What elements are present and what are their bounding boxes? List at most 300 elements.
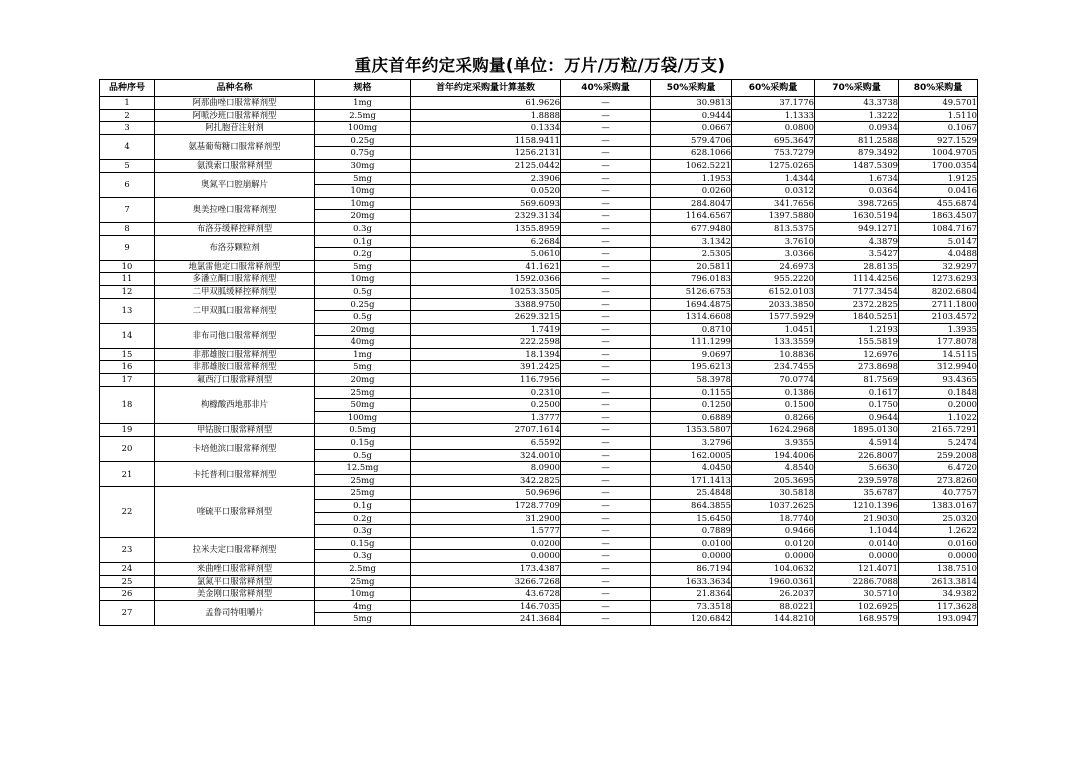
cell-spec: 0.1g <box>315 500 411 513</box>
cell-50: 864.3855 <box>651 500 732 513</box>
table-row <box>100 273 978 286</box>
cell-70: 21.9030 <box>815 512 899 525</box>
cell-item-no: 9 <box>100 235 155 260</box>
cell-60: 1397.5880 <box>732 210 815 223</box>
cell-40-dash: — <box>561 500 651 513</box>
cell-80: 1.5110 <box>899 109 978 122</box>
cell-80: 2711.1800 <box>899 298 978 311</box>
cell-50: 0.6889 <box>651 411 732 424</box>
cell-60: 0.1500 <box>732 399 815 412</box>
cell-60: 205.3695 <box>732 474 815 487</box>
cell-base: 391.2425 <box>411 361 561 374</box>
cell-50: 0.0260 <box>651 185 732 198</box>
col-header-70: 70%采购量 <box>815 80 899 97</box>
cell-item-no: 3 <box>100 122 155 135</box>
cell-80: 8202.6804 <box>899 285 978 298</box>
cell-item-name: 拉米夫定口服常释剂型 <box>155 537 315 562</box>
cell-40-dash: — <box>561 97 651 110</box>
table-row <box>100 424 978 437</box>
cell-spec: 5mg <box>315 361 411 374</box>
cell-70: 0.0140 <box>815 537 899 550</box>
cell-80: 49.5701 <box>899 97 978 110</box>
cell-50: 796.0183 <box>651 273 732 286</box>
cell-item-no: 27 <box>100 600 155 625</box>
cell-spec: 10mg <box>315 197 411 210</box>
cell-spec: 20mg <box>315 374 411 387</box>
cell-80: 25.0320 <box>899 512 978 525</box>
cell-80: 259.2008 <box>899 449 978 462</box>
cell-50: 111.1299 <box>651 336 732 349</box>
cell-60: 0.0000 <box>732 550 815 563</box>
cell-60: 37.1776 <box>732 97 815 110</box>
cell-spec: 1mg <box>315 348 411 361</box>
cell-spec: 0.5mg <box>315 424 411 437</box>
cell-50: 86.7194 <box>651 562 732 575</box>
cell-50: 1164.6567 <box>651 210 732 223</box>
cell-spec: 25mg <box>315 386 411 399</box>
col-header-80: 80%采购量 <box>899 80 978 97</box>
cell-80: 2103.4572 <box>899 311 978 324</box>
table-row <box>100 600 978 613</box>
cell-50: 0.9444 <box>651 109 732 122</box>
cell-item-no: 4 <box>100 134 155 159</box>
cell-base: 10253.3505 <box>411 285 561 298</box>
cell-40-dash: — <box>561 550 651 563</box>
table-row <box>100 235 978 248</box>
cell-item-name: 喹硫平口服常释剂型 <box>155 487 315 537</box>
cell-60: 1.4344 <box>732 172 815 185</box>
cell-40-dash: — <box>561 210 651 223</box>
cell-50: 162.0005 <box>651 449 732 462</box>
cell-item-no: 20 <box>100 437 155 462</box>
cell-base: 1.3777 <box>411 411 561 424</box>
cell-item-name: 氯氮平口服常释剂型 <box>155 575 315 588</box>
cell-item-no: 25 <box>100 575 155 588</box>
cell-spec: 0.25g <box>315 298 411 311</box>
cell-50: 9.0697 <box>651 348 732 361</box>
cell-base: 146.7035 <box>411 600 561 613</box>
cell-item-name: 孟鲁司特咀嚼片 <box>155 600 315 625</box>
cell-60: 0.8266 <box>732 411 815 424</box>
cell-50: 1.1953 <box>651 172 732 185</box>
procurement-table <box>99 79 978 626</box>
cell-80: 1084.7167 <box>899 222 978 235</box>
cell-60: 1.1333 <box>732 109 815 122</box>
cell-item-name: 地氯雷他定口服常释剂型 <box>155 260 315 273</box>
cell-item-name: 布洛芬颗粒剂 <box>155 235 315 260</box>
cell-60: 6152.0103 <box>732 285 815 298</box>
cell-spec: 0.15g <box>315 537 411 550</box>
cell-50: 3.1342 <box>651 235 732 248</box>
cell-spec: 25mg <box>315 474 411 487</box>
cell-70: 0.0364 <box>815 185 899 198</box>
table-row <box>100 462 978 475</box>
cell-40-dash: — <box>561 613 651 626</box>
cell-base: 1.5777 <box>411 525 561 538</box>
cell-80: 0.0160 <box>899 537 978 550</box>
cell-50: 195.6213 <box>651 361 732 374</box>
cell-40-dash: — <box>561 374 651 387</box>
cell-base: 0.0520 <box>411 185 561 198</box>
cell-item-name: 氨基葡萄糖口服常释剂型 <box>155 134 315 159</box>
cell-60: 0.9466 <box>732 525 815 538</box>
cell-item-no: 7 <box>100 197 155 222</box>
cell-40-dash: — <box>561 437 651 450</box>
cell-40-dash: — <box>561 273 651 286</box>
cell-70: 273.8698 <box>815 361 899 374</box>
cell-40-dash: — <box>561 487 651 500</box>
cell-item-no: 13 <box>100 298 155 323</box>
cell-70: 239.5978 <box>815 474 899 487</box>
table-row <box>100 122 978 135</box>
cell-80: 1700.0354 <box>899 159 978 172</box>
cell-70: 879.3492 <box>815 147 899 160</box>
cell-50: 1314.6608 <box>651 311 732 324</box>
cell-item-name: 非那雄胺口服常释剂型 <box>155 361 315 374</box>
cell-spec: 50mg <box>315 399 411 412</box>
cell-80: 0.2000 <box>899 399 978 412</box>
cell-70: 81.7569 <box>815 374 899 387</box>
cell-item-no: 2 <box>100 109 155 122</box>
cell-50: 0.0100 <box>651 537 732 550</box>
cell-50: 4.0450 <box>651 462 732 475</box>
cell-40-dash: — <box>561 525 651 538</box>
cell-40-dash: — <box>561 588 651 601</box>
cell-item-name: 枸橼酸西地那非片 <box>155 386 315 424</box>
cell-80: 1273.6293 <box>899 273 978 286</box>
cell-50: 2.5305 <box>651 248 732 261</box>
cell-item-no: 26 <box>100 588 155 601</box>
cell-50: 0.0000 <box>651 550 732 563</box>
cell-40-dash: — <box>561 159 651 172</box>
cell-60: 234.7455 <box>732 361 815 374</box>
cell-70: 102.6925 <box>815 600 899 613</box>
cell-80: 40.7757 <box>899 487 978 500</box>
cell-item-name: 美金刚口服常释剂型 <box>155 588 315 601</box>
cell-50: 0.0667 <box>651 122 732 135</box>
cell-40-dash: — <box>561 600 651 613</box>
cell-40-dash: — <box>561 424 651 437</box>
cell-60: 1037.2625 <box>732 500 815 513</box>
cell-60: 104.0632 <box>732 562 815 575</box>
cell-spec: 0.5g <box>315 285 411 298</box>
cell-base: 5.0610 <box>411 248 561 261</box>
cell-70: 30.5710 <box>815 588 899 601</box>
cell-40-dash: — <box>561 361 651 374</box>
cell-50: 5126.6753 <box>651 285 732 298</box>
cell-spec: 20mg <box>315 323 411 336</box>
cell-spec: 0.75g <box>315 147 411 160</box>
cell-80: 0.0416 <box>899 185 978 198</box>
cell-spec: 30mg <box>315 159 411 172</box>
cell-70: 0.0934 <box>815 122 899 135</box>
table-row <box>100 260 978 273</box>
table-row <box>100 285 978 298</box>
cell-80: 34.9382 <box>899 588 978 601</box>
cell-50: 1062.5221 <box>651 159 732 172</box>
cell-80: 1.3935 <box>899 323 978 336</box>
cell-40-dash: — <box>561 512 651 525</box>
cell-80: 1863.4507 <box>899 210 978 223</box>
cell-60: 695.3647 <box>732 134 815 147</box>
cell-item-no: 17 <box>100 374 155 387</box>
cell-60: 0.0312 <box>732 185 815 198</box>
cell-item-name: 二甲双胍缓释控释剂型 <box>155 285 315 298</box>
cell-base: 2629.3215 <box>411 311 561 324</box>
cell-base: 0.2310 <box>411 386 561 399</box>
cell-60: 1624.2968 <box>732 424 815 437</box>
cell-80: 927.1529 <box>899 134 978 147</box>
cell-50: 0.1155 <box>651 386 732 399</box>
col-header-40: 40%采购量 <box>561 80 651 97</box>
cell-item-name: 阿扎胞苷注射剂 <box>155 122 315 135</box>
cell-50: 21.8364 <box>651 588 732 601</box>
table-row <box>100 109 978 122</box>
cell-70: 1210.1396 <box>815 500 899 513</box>
cell-40-dash: — <box>561 474 651 487</box>
table-row <box>100 159 978 172</box>
cell-70: 28.8135 <box>815 260 899 273</box>
cell-50: 73.3518 <box>651 600 732 613</box>
cell-70: 2286.7088 <box>815 575 899 588</box>
cell-60: 26.2037 <box>732 588 815 601</box>
cell-70: 4.5914 <box>815 437 899 450</box>
cell-50: 0.1250 <box>651 399 732 412</box>
cell-50: 30.9813 <box>651 97 732 110</box>
cell-base: 3266.7268 <box>411 575 561 588</box>
cell-base: 0.1334 <box>411 122 561 135</box>
cell-60: 3.9355 <box>732 437 815 450</box>
cell-60: 0.0800 <box>732 122 815 135</box>
table-row <box>100 172 978 185</box>
cell-40-dash: — <box>561 537 651 550</box>
cell-60: 30.5818 <box>732 487 815 500</box>
cell-80: 93.4365 <box>899 374 978 387</box>
cell-70: 2372.2825 <box>815 298 899 311</box>
cell-40-dash: — <box>561 298 651 311</box>
cell-base: 1728.7709 <box>411 500 561 513</box>
cell-50: 628.1066 <box>651 147 732 160</box>
cell-50: 1353.5807 <box>651 424 732 437</box>
cell-40-dash: — <box>561 197 651 210</box>
cell-60: 1.0451 <box>732 323 815 336</box>
cell-80: 1383.0167 <box>899 500 978 513</box>
cell-70: 3.5427 <box>815 248 899 261</box>
cell-40-dash: — <box>561 222 651 235</box>
table-row <box>100 537 978 550</box>
cell-item-no: 8 <box>100 222 155 235</box>
cell-70: 4.3879 <box>815 235 899 248</box>
cell-base: 342.2825 <box>411 474 561 487</box>
cell-spec: 25mg <box>315 575 411 588</box>
cell-80: 2165.7291 <box>899 424 978 437</box>
cell-40-dash: — <box>561 386 651 399</box>
cell-spec: 0.25g <box>315 134 411 147</box>
cell-50: 20.5811 <box>651 260 732 273</box>
table-row <box>100 348 978 361</box>
cell-40-dash: — <box>561 399 651 412</box>
cell-base: 2707.1614 <box>411 424 561 437</box>
cell-50: 284.8047 <box>651 197 732 210</box>
cell-spec: 2.5mg <box>315 562 411 575</box>
cell-40-dash: — <box>561 462 651 475</box>
cell-80: 6.4720 <box>899 462 978 475</box>
cell-item-no: 10 <box>100 260 155 273</box>
table-row <box>100 298 978 311</box>
cell-80: 273.8260 <box>899 474 978 487</box>
cell-60: 3.0366 <box>732 248 815 261</box>
cell-item-no: 6 <box>100 172 155 197</box>
cell-70: 1630.5194 <box>815 210 899 223</box>
cell-spec: 0.3g <box>315 525 411 538</box>
cell-base: 173.4387 <box>411 562 561 575</box>
cell-item-name: 卡托普利口服常释剂型 <box>155 462 315 487</box>
cell-item-name: 甲钴胺口服常释剂型 <box>155 424 315 437</box>
cell-base: 2.3906 <box>411 172 561 185</box>
cell-80: 4.0488 <box>899 248 978 261</box>
cell-base: 6.2684 <box>411 235 561 248</box>
page-title: 重庆首年约定采购量(单位：万片/万粒/万袋/万支) <box>354 56 726 75</box>
cell-40-dash: — <box>561 285 651 298</box>
cell-80: 138.7510 <box>899 562 978 575</box>
cell-40-dash: — <box>561 260 651 273</box>
cell-spec: 1mg <box>315 97 411 110</box>
cell-80: 1.1022 <box>899 411 978 424</box>
cell-spec: 100mg <box>315 411 411 424</box>
cell-base: 1355.8959 <box>411 222 561 235</box>
cell-item-no: 21 <box>100 462 155 487</box>
cell-80: 1004.9705 <box>899 147 978 160</box>
cell-60: 0.1386 <box>732 386 815 399</box>
cell-item-name: 多潘立酮口服常释剂型 <box>155 273 315 286</box>
cell-item-no: 14 <box>100 323 155 348</box>
cell-item-name: 卡培他滨口服常释剂型 <box>155 437 315 462</box>
cell-base: 2329.3134 <box>411 210 561 223</box>
cell-base: 2125.0442 <box>411 159 561 172</box>
cell-spec: 10mg <box>315 185 411 198</box>
col-header-spec: 规格 <box>315 80 411 97</box>
cell-spec: 0.2g <box>315 512 411 525</box>
cell-70: 1487.5309 <box>815 159 899 172</box>
col-header-60: 60%采购量 <box>732 80 815 97</box>
cell-60: 813.5375 <box>732 222 815 235</box>
cell-spec: 0.3g <box>315 550 411 563</box>
cell-base: 61.9626 <box>411 97 561 110</box>
cell-60: 133.3559 <box>732 336 815 349</box>
cell-80: 0.1848 <box>899 386 978 399</box>
col-header-base: 首年约定采购量计算基数 <box>411 80 561 97</box>
cell-70: 398.7265 <box>815 197 899 210</box>
cell-base: 0.0200 <box>411 537 561 550</box>
cell-70: 1840.5251 <box>815 311 899 324</box>
cell-70: 5.6630 <box>815 462 899 475</box>
cell-spec: 12.5mg <box>315 462 411 475</box>
cell-50: 1633.3634 <box>651 575 732 588</box>
cell-base: 41.1621 <box>411 260 561 273</box>
header-row <box>100 80 978 97</box>
table-row <box>100 134 978 147</box>
cell-spec: 0.5g <box>315 449 411 462</box>
cell-70: 35.6787 <box>815 487 899 500</box>
cell-item-no: 23 <box>100 537 155 562</box>
cell-70: 1.3222 <box>815 109 899 122</box>
table-row <box>100 361 978 374</box>
cell-70: 43.3738 <box>815 97 899 110</box>
cell-70: 0.1750 <box>815 399 899 412</box>
table-row <box>100 323 978 336</box>
cell-70: 949.1271 <box>815 222 899 235</box>
table-row <box>100 222 978 235</box>
cell-50: 0.7889 <box>651 525 732 538</box>
cell-80: 5.2474 <box>899 437 978 450</box>
cell-spec: 0.3g <box>315 222 411 235</box>
cell-70: 7177.3454 <box>815 285 899 298</box>
table-row <box>100 588 978 601</box>
cell-spec: 10mg <box>315 588 411 601</box>
cell-50: 3.2796 <box>651 437 732 450</box>
cell-80: 455.6874 <box>899 197 978 210</box>
cell-item-name: 非那雄胺口服常释剂型 <box>155 348 315 361</box>
cell-60: 4.8540 <box>732 462 815 475</box>
cell-40-dash: — <box>561 411 651 424</box>
cell-60: 10.8836 <box>732 348 815 361</box>
cell-60: 88.0221 <box>732 600 815 613</box>
cell-80: 14.5115 <box>899 348 978 361</box>
cell-80: 1.9125 <box>899 172 978 185</box>
cell-70: 1.2193 <box>815 323 899 336</box>
cell-spec: 40mg <box>315 336 411 349</box>
cell-50: 1694.4875 <box>651 298 732 311</box>
cell-spec: 0.15g <box>315 437 411 450</box>
cell-70: 155.5819 <box>815 336 899 349</box>
cell-base: 8.0900 <box>411 462 561 475</box>
table-row <box>100 386 978 399</box>
cell-item-no: 22 <box>100 487 155 537</box>
cell-base: 1.8888 <box>411 109 561 122</box>
table-row <box>100 97 978 110</box>
cell-70: 168.9579 <box>815 613 899 626</box>
table-row <box>100 374 978 387</box>
cell-base: 43.6728 <box>411 588 561 601</box>
cell-base: 1592.0366 <box>411 273 561 286</box>
cell-40-dash: — <box>561 562 651 575</box>
table-row <box>100 562 978 575</box>
cell-50: 677.9480 <box>651 222 732 235</box>
cell-70: 811.2588 <box>815 134 899 147</box>
cell-item-no: 18 <box>100 386 155 424</box>
cell-60: 144.8210 <box>732 613 815 626</box>
cell-40-dash: — <box>561 122 651 135</box>
cell-70: 0.9644 <box>815 411 899 424</box>
cell-60: 341.7656 <box>732 197 815 210</box>
cell-item-name: 氟西汀口服常释剂型 <box>155 374 315 387</box>
cell-40-dash: — <box>561 348 651 361</box>
cell-60: 70.0774 <box>732 374 815 387</box>
cell-base: 324.0010 <box>411 449 561 462</box>
col-header-no: 品种序号 <box>100 80 155 97</box>
cell-base: 0.2500 <box>411 399 561 412</box>
cell-80: 1.2622 <box>899 525 978 538</box>
cell-item-no: 16 <box>100 361 155 374</box>
cell-50: 58.3978 <box>651 374 732 387</box>
cell-50: 15.6450 <box>651 512 732 525</box>
cell-item-name: 奥美拉唑口服常释剂型 <box>155 197 315 222</box>
cell-50: 0.8710 <box>651 323 732 336</box>
col-header-50: 50%采购量 <box>651 80 732 97</box>
cell-80: 312.9940 <box>899 361 978 374</box>
cell-80: 5.0147 <box>899 235 978 248</box>
cell-60: 194.4006 <box>732 449 815 462</box>
